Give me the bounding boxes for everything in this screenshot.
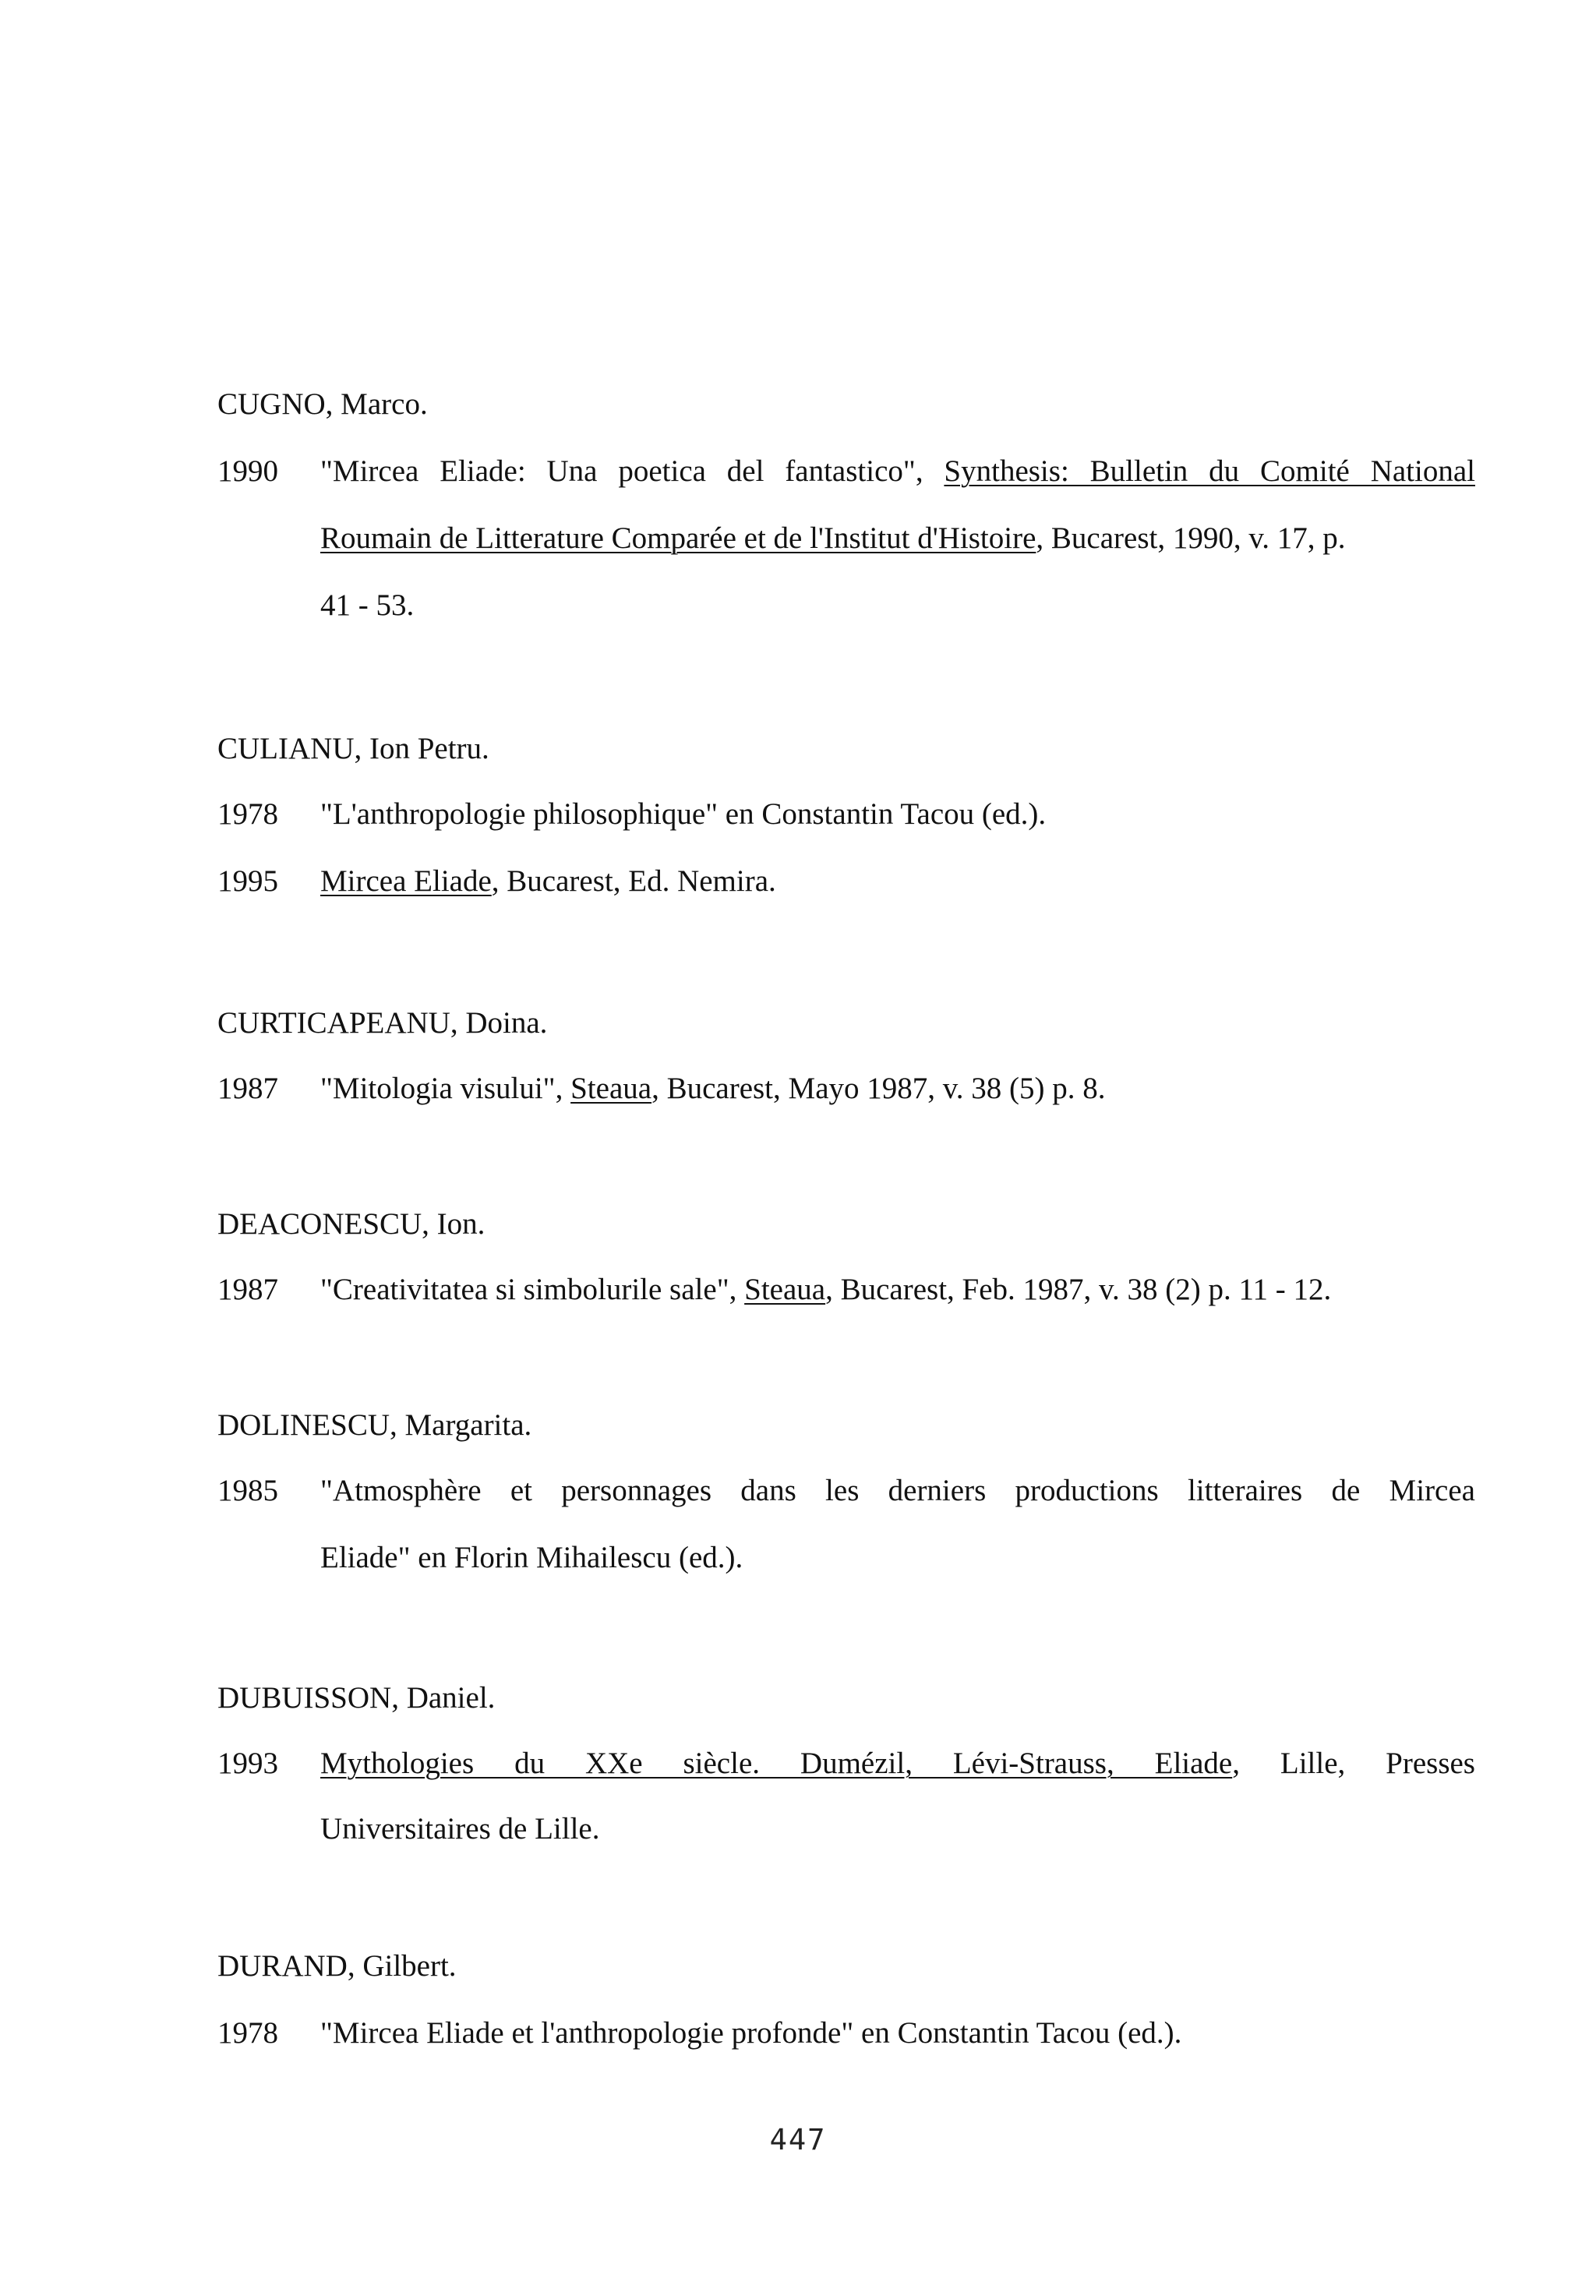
entry-year: 1995 [217,864,278,898]
author-heading: CURTICAPEANU, Doina. [217,1006,548,1040]
underlined-title: Mythologies du XXe siècle. Dumézil, Lévi-Strauss, Eliade [320,1747,1233,1780]
underlined-title: Roumain de Litterature Comparée et de l'Institut d'Histoire [320,521,1036,555]
author-heading: DURAND, Gilbert. [217,1949,457,1983]
entry-text-line: 41 - 53. [320,588,415,622]
author-heading: CUGNO, Marco. [217,387,428,421]
entry-text-line: "Creativitatea si simbolurile sale", Steaua, Bucarest, Feb. 1987, v. 38 (2) p. 11 - 12. [320,1273,1332,1306]
author-heading: DUBUISSON, Daniel. [217,1681,496,1715]
entry-text-line: Mircea Eliade, Bucarest, Ed. Nemira. [320,864,776,898]
author-heading: DOLINESCU, Margarita. [217,1408,532,1442]
author-heading: DEACONESCU, Ion. [217,1207,486,1241]
entry-year: 1978 [217,797,278,831]
entry-text-line: "L'anthropologie philosophique" en Constantin Tacou (ed.). [320,797,1047,831]
entry-text-line: Universitaires de Lille. [320,1812,600,1846]
entry-year: 1985 [217,1474,278,1507]
entry-text-line: "Atmosphère et personnages dans les derniers productions litteraires de Mircea [320,1474,1475,1507]
entry-text-line: Roumain de Litterature Comparée et de l'Institut d'Histoire, Bucarest, 1990, v. 17, p. [320,521,1346,555]
entry-text-line: "Mircea Eliade: Una poetica del fantastico", Synthesis: Bulletin du Comité National [320,454,1475,488]
entry-text-line: "Mircea Eliade et l'anthropologie profonde" en Constantin Tacou (ed.). [320,2016,1182,2050]
entry-text-line: "Mitologia visului", Steaua, Bucarest, Mayo 1987, v. 38 (5) p. 8. [320,1072,1106,1105]
entry-year: 1987 [217,1273,278,1306]
entry-text-line: Mythologies du XXe siècle. Dumézil, Lévi-Strauss, Eliade, Lille, Presses [320,1747,1475,1780]
underlined-title: Mircea Eliade [320,864,492,898]
page-number: 447 [769,2123,827,2156]
underlined-title: Synthesis: Bulletin du Comité National [944,454,1475,488]
underlined-title: Steaua [570,1072,652,1105]
entry-year: 1990 [217,454,278,488]
author-heading: CULIANU, Ion Petru. [217,732,489,765]
entry-year: 1987 [217,1072,278,1105]
entry-text-line: Eliade" en Florin Mihailescu (ed.). [320,1541,743,1574]
underlined-title: Steaua [744,1273,826,1306]
entry-year: 1993 [217,1747,278,1780]
entry-year: 1978 [217,2016,278,2050]
